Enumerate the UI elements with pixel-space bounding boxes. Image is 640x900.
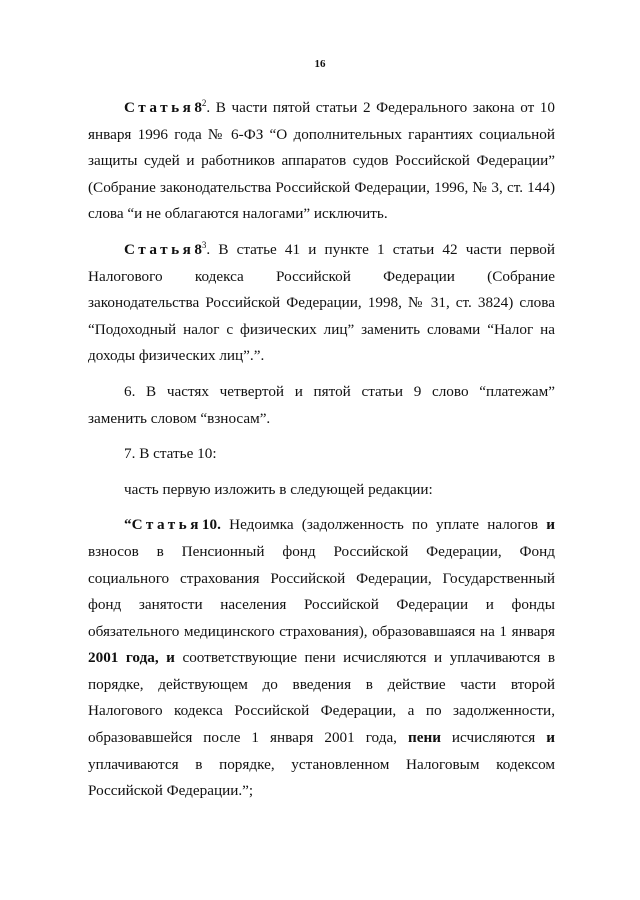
- article-superscript: 2: [201, 97, 207, 108]
- article-8-3-paragraph: [88, 237, 555, 370]
- quote-mid-1: взносов в Пенсионный фонд Российской Федерации, Фонд социального страхования Российской Федерации, Государственный фонд занятости населения Российской Федерации и фонды обязательного медицинского страхования), образовавшаяся на 1 января: [88, 542, 555, 640]
- article-10-quote-paragraph: [88, 512, 555, 805]
- quote-end: уплачиваются в порядке, установленном Налоговым кодексом Российской Федерации.”;: [88, 755, 555, 800]
- quote-and-1: и: [546, 516, 555, 534]
- article-8-2-paragraph: [88, 95, 555, 228]
- page-number: 16: [314, 58, 326, 70]
- item-7-paragraph: 7. В статье 10:: [124, 445, 217, 463]
- article-number: 8: [194, 240, 202, 258]
- quote-and-2: и: [546, 729, 555, 747]
- article-number: 8: [194, 99, 202, 116]
- document-body: [88, 95, 555, 805]
- quote-lead-text: Недоимка (задолженность по уплате налогов: [220, 516, 547, 534]
- article-label: Статья: [131, 516, 202, 534]
- article-text: . В части пятой статьи 2 Федерального закона от 10 января 1996 года № 6-ФЗ “О дополнительных гарантиях социальной защиты судей и работников аппаратов судов Российской Федерации” (Собрание законодательства Российской Федерации, 1996, № 3, ст. 144) слова “и не облагаются налогами” исключить.: [88, 99, 555, 223]
- article-superscript: 3: [201, 239, 207, 250]
- part-first-paragraph: часть первую изложить в следующей редакции:: [124, 480, 433, 498]
- quote-mid-2: соответствующие пени исчисляются и уплачиваются в порядке, действующем до введения в действие части второй Налогового кодекса Российской Федерации, а по задолженности, образовавшейся после 1 января 2001 года,: [88, 649, 556, 747]
- article-number: 10.: [201, 516, 221, 534]
- article-label: Статья: [124, 99, 195, 116]
- quote-year-bold: 2001 года, и: [88, 649, 175, 667]
- quote-penalty-bold: пени: [407, 729, 441, 747]
- quote-mid-3: исчисляются: [440, 729, 547, 747]
- article-text: . В статье 41 и пункте 1 статьи 42 части первой Налогового кодекса Российской Федерации (Собрание законодательства Российской Федерации, 1998, № 31, ст. 3824) слова “Подоходный налог с физических лиц” заменить словами “Налог на доходы физических лиц”.”.: [88, 240, 555, 365]
- item-6-paragraph: 6. В частях четвертой и пятой статьи 9 слово “платежам” заменить словом “взносам”.: [88, 382, 555, 427]
- quote-open: “: [124, 516, 132, 534]
- article-label: Статья: [124, 240, 195, 258]
